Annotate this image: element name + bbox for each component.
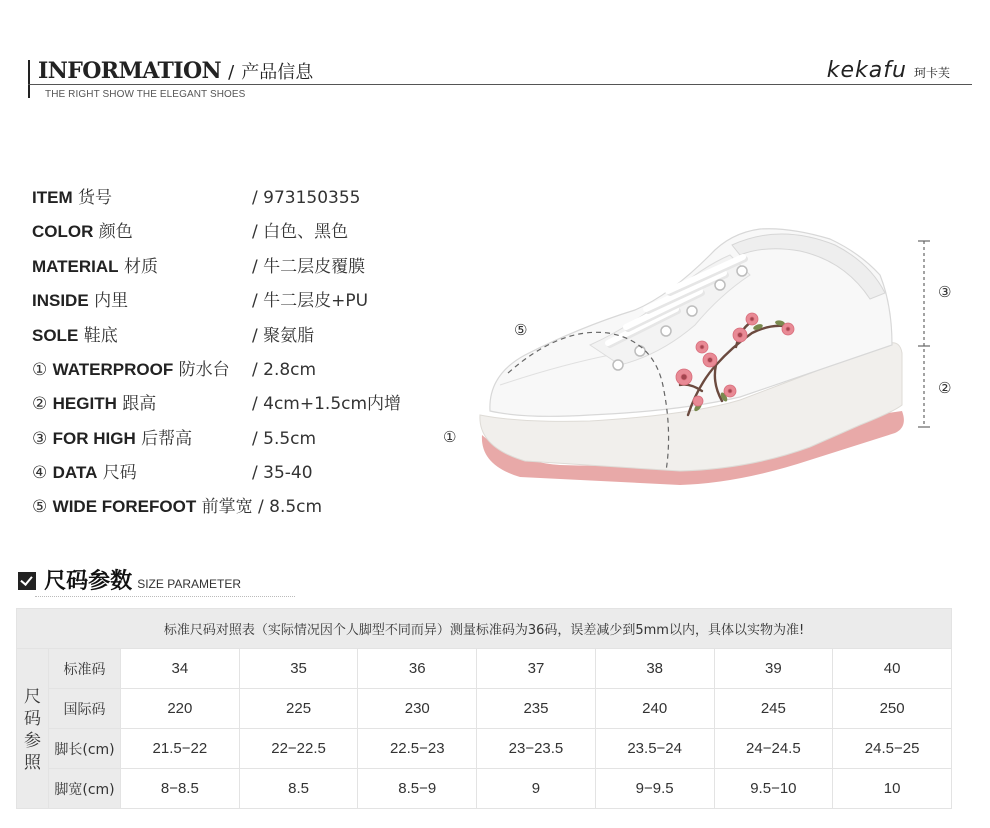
spec-label-zh: 内里 bbox=[94, 291, 129, 311]
spec-label-en: MATERIAL bbox=[32, 257, 119, 276]
spec-label-en: ITEM bbox=[32, 188, 73, 207]
table-cell: 21.5−22 bbox=[121, 729, 240, 769]
row-label: 标准码 bbox=[49, 649, 121, 689]
spec-label-en: WIDE FOREFOOT bbox=[52, 497, 197, 516]
table-row bbox=[17, 769, 952, 809]
brand-name-zh: 珂卡芙 bbox=[913, 66, 950, 80]
spec-label-zh: 防水台 bbox=[178, 360, 230, 380]
size-side-label bbox=[17, 649, 49, 809]
spec-label-zh: 货号 bbox=[78, 188, 113, 208]
spec-label-en: DATA bbox=[52, 463, 98, 482]
table-cell: 245 bbox=[714, 689, 833, 729]
spec-material bbox=[32, 254, 366, 280]
marker-waterproof: ① bbox=[443, 428, 457, 446]
size-title-zh: 尺码参数 bbox=[44, 569, 133, 594]
table-cell: 8.5−9 bbox=[358, 769, 477, 809]
table-cell: 240 bbox=[595, 689, 714, 729]
size-section-heading bbox=[18, 564, 241, 595]
table-row bbox=[17, 689, 952, 729]
table-cell: 24.5−25 bbox=[833, 729, 952, 769]
spec-value: / 5.5cm bbox=[252, 429, 317, 449]
title-zh: 产品信息 bbox=[241, 62, 314, 83]
spec-prefix: ⑤ bbox=[32, 497, 48, 517]
spec-label-en: WATERPROOF bbox=[52, 360, 174, 379]
spec-prefix: ① bbox=[32, 360, 48, 380]
section-title bbox=[38, 57, 313, 87]
row-label: 国际码 bbox=[49, 689, 121, 729]
header-divider bbox=[28, 84, 972, 85]
table-cell: 35 bbox=[239, 649, 358, 689]
row-label: 脚宽(cm) bbox=[49, 769, 121, 809]
spec-prefix: ③ bbox=[32, 429, 48, 449]
spec-value: / 聚氨脂 bbox=[252, 326, 315, 346]
brand-wordmark: kekafu bbox=[826, 58, 907, 83]
spec-label-en: HEGITH bbox=[52, 394, 117, 413]
spec-heel-height bbox=[32, 391, 402, 417]
table-cell: 8−8.5 bbox=[121, 769, 240, 809]
spec-waterproof bbox=[32, 357, 317, 383]
table-cell: 9.5−10 bbox=[714, 769, 833, 809]
heading-dotted-underline bbox=[35, 596, 295, 597]
spec-inside bbox=[32, 288, 369, 314]
table-cell: 22.5−23 bbox=[358, 729, 477, 769]
spec-back-height bbox=[32, 426, 317, 452]
table-cell: 36 bbox=[358, 649, 477, 689]
spec-label-en: INSIDE bbox=[32, 291, 89, 310]
checkbox-icon bbox=[18, 572, 36, 590]
spec-label-zh: 前掌宽 bbox=[201, 497, 253, 517]
header-accent-bar bbox=[28, 60, 30, 98]
spec-value: / 8.5cm bbox=[258, 497, 323, 517]
spec-label-en: COLOR bbox=[32, 222, 94, 241]
spec-item bbox=[32, 185, 361, 211]
table-cell: 22−22.5 bbox=[239, 729, 358, 769]
brand-logo bbox=[827, 58, 950, 83]
side-label-char: 参 bbox=[24, 730, 41, 751]
table-cell: 23.5−24 bbox=[595, 729, 714, 769]
spec-label-en: SOLE bbox=[32, 326, 79, 345]
spec-label-zh: 后帮高 bbox=[141, 429, 193, 449]
table-cell: 235 bbox=[477, 689, 596, 729]
spec-label-zh: 材质 bbox=[123, 257, 158, 277]
spec-color bbox=[32, 219, 349, 245]
table-row bbox=[17, 649, 952, 689]
spec-value: / 4cm+1.5cm内增 bbox=[252, 394, 402, 414]
shoe-illustration bbox=[440, 215, 980, 505]
spec-value: / 35-40 bbox=[252, 463, 313, 483]
table-cell: 23−23.5 bbox=[477, 729, 596, 769]
spec-value: / 牛二层皮覆膜 bbox=[252, 257, 366, 277]
spec-label-zh: 跟高 bbox=[122, 394, 157, 414]
table-cell: 220 bbox=[121, 689, 240, 729]
table-cell: 38 bbox=[595, 649, 714, 689]
table-cell: 24−24.5 bbox=[714, 729, 833, 769]
spec-label-zh: 鞋底 bbox=[83, 326, 118, 346]
table-cell: 9−9.5 bbox=[595, 769, 714, 809]
table-cell: 40 bbox=[833, 649, 952, 689]
size-title-en: SIZE PARAMETER bbox=[137, 577, 241, 591]
marker-heel-height: ② bbox=[938, 379, 952, 397]
side-label-char: 码 bbox=[24, 708, 41, 729]
spec-prefix: ④ bbox=[32, 463, 48, 483]
table-cell: 37 bbox=[477, 649, 596, 689]
spec-label-zh: 颜色 bbox=[98, 222, 133, 242]
marker-forefoot: ⑤ bbox=[514, 321, 528, 339]
table-cell: 225 bbox=[239, 689, 358, 729]
spec-forefoot-width bbox=[32, 494, 322, 520]
spec-prefix: ② bbox=[32, 394, 48, 414]
size-note: 标准尺码对照表（实际情况因个人脚型不同而异）测量标准码为36码，误差减少到5mm以内，具体以实物为准! bbox=[17, 609, 952, 649]
spec-label-en: FOR HIGH bbox=[52, 429, 136, 448]
size-chart-table bbox=[16, 608, 952, 809]
table-cell: 10 bbox=[833, 769, 952, 809]
header-subtitle: THE RIGHT SHOW THE ELEGANT SHOES bbox=[45, 89, 246, 100]
title-separator: / bbox=[228, 62, 235, 83]
spec-value: / 973150355 bbox=[252, 188, 361, 208]
side-label-char: 照 bbox=[24, 752, 41, 773]
spec-label-zh: 尺码 bbox=[102, 463, 137, 483]
table-cell: 34 bbox=[121, 649, 240, 689]
table-note-row bbox=[17, 609, 952, 649]
table-cell: 9 bbox=[477, 769, 596, 809]
table-cell: 39 bbox=[714, 649, 833, 689]
spec-value: / 2.8cm bbox=[252, 360, 317, 380]
spec-sole bbox=[32, 323, 315, 349]
spec-size-range bbox=[32, 460, 313, 486]
side-label-char: 尺 bbox=[24, 686, 41, 707]
spec-value: / 牛二层皮+PU bbox=[252, 291, 369, 311]
table-cell: 230 bbox=[358, 689, 477, 729]
spec-value: / 白色、黑色 bbox=[252, 222, 349, 242]
marker-back-height: ③ bbox=[938, 283, 952, 301]
table-row bbox=[17, 729, 952, 769]
row-label: 脚长(cm) bbox=[49, 729, 121, 769]
table-cell: 8.5 bbox=[239, 769, 358, 809]
title-en: INFORMATION bbox=[38, 58, 222, 84]
table-cell: 250 bbox=[833, 689, 952, 729]
